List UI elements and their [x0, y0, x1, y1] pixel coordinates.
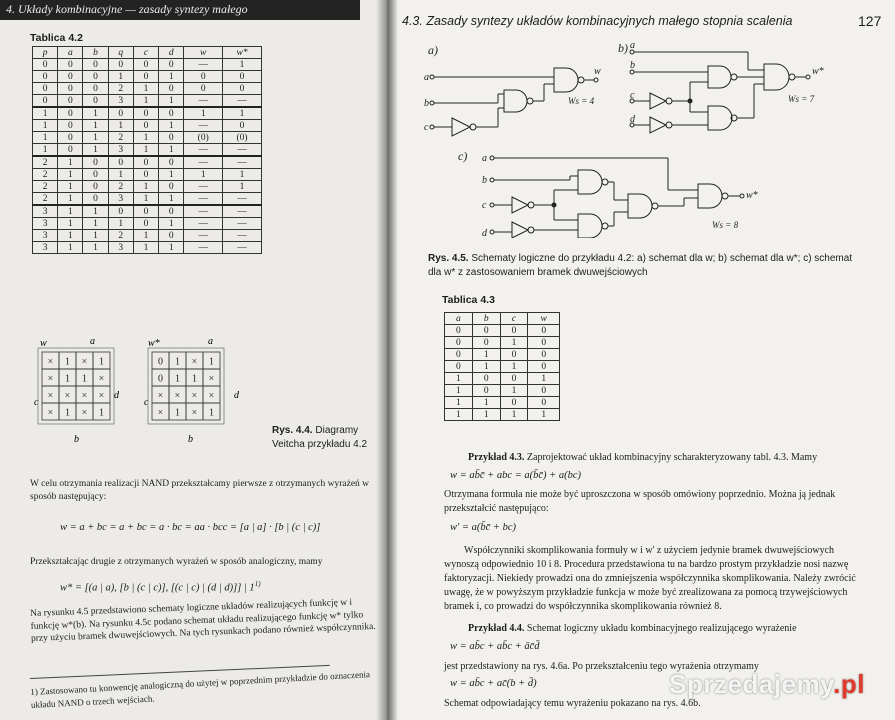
- table-cell: —: [184, 242, 223, 254]
- table-cell: 0: [83, 95, 108, 108]
- svg-text:w*: w*: [812, 66, 824, 77]
- table-cell: —: [184, 59, 223, 71]
- table-cell: 1: [472, 397, 500, 409]
- table-row: [445, 385, 560, 397]
- table-row: [445, 349, 560, 361]
- kmap-cell-value: 1: [65, 356, 70, 368]
- table-cell: 1: [472, 349, 500, 361]
- table-cell: 1: [133, 95, 158, 108]
- table-row: [33, 205, 262, 218]
- right-formula-b: w' = a(b̄c̄ + bc): [450, 522, 516, 533]
- table-cell: 0: [133, 120, 158, 132]
- table-cell: 0: [133, 169, 158, 181]
- table-cell: 0: [83, 83, 108, 95]
- table-cell: 1: [133, 132, 158, 144]
- table-cell: 0: [223, 120, 262, 132]
- table-row: [33, 242, 262, 254]
- table-header-cell: b: [83, 47, 108, 59]
- table-cell: 1: [58, 230, 83, 242]
- svg-text:b: b: [482, 175, 487, 186]
- table-cell: 0: [133, 156, 158, 169]
- table-cell: 2: [108, 181, 133, 193]
- svg-text:d: d: [482, 228, 487, 238]
- table-cell: 2: [108, 132, 133, 144]
- example-4-3: Przykład 4.3. Zaprojektować układ kombinacyjny scharakteryzowany tabl. 4.3. Mamy: [468, 452, 818, 463]
- table-header-cell: c: [133, 47, 158, 59]
- table-cell: 3: [33, 218, 58, 230]
- table-cell: 0: [83, 59, 108, 71]
- table-cell: 0: [184, 71, 223, 83]
- kmap-cell-value: ×: [47, 373, 54, 385]
- table-row: [33, 71, 262, 83]
- table-row: [445, 361, 560, 373]
- table-cell: 1: [445, 397, 473, 409]
- table-cell: 0: [159, 181, 184, 193]
- table-cell: 0: [33, 59, 58, 71]
- table-cell: 1: [223, 59, 262, 71]
- example-4-3-formula: w = ab̄c̄ + abc = a(b̄c̄) + a(bc): [450, 470, 581, 481]
- table-row: [33, 144, 262, 157]
- kmap-cell-value: ×: [47, 356, 54, 368]
- table-cell: 1: [445, 373, 473, 385]
- table-cell: 1: [83, 218, 108, 230]
- left-footnote: 1) Zastosowano tu konwencję analogiczną do użytej w poprzednim przykładzie do oznaczenia układu NAND o trzech wejściach.: [30, 669, 371, 710]
- table-cell: 0: [58, 59, 83, 71]
- kmap-cell-value: ×: [81, 356, 88, 368]
- table-cell: 1: [184, 169, 223, 181]
- kmap-w: [38, 348, 114, 424]
- table-row: [33, 95, 262, 108]
- kmap-cell-value: 1: [175, 356, 180, 368]
- table-cell: 1: [472, 361, 500, 373]
- table-cell: 0: [472, 337, 500, 349]
- table-row: [33, 193, 262, 206]
- left-page: [0, 0, 388, 720]
- table-cell: 1: [83, 242, 108, 254]
- svg-text:c: c: [482, 200, 487, 211]
- left-running-head: 4. Układy kombinacyjne — zasady syntezy małego: [0, 0, 360, 20]
- table-cell: 3: [108, 95, 133, 108]
- svg-text:c: c: [34, 397, 39, 408]
- table-cell: 1: [58, 193, 83, 206]
- table-cell: 1: [528, 409, 560, 421]
- svg-text:Ws = 4: Ws = 4: [568, 96, 595, 106]
- table-cell: 1: [83, 205, 108, 218]
- table-cell: 1: [500, 385, 528, 397]
- svg-text:d: d: [114, 390, 119, 401]
- right-paragraph-f: Schemat odpowiadający temu wyrażeniu pokazano na rys. 4.6b.: [444, 698, 701, 709]
- table-cell: 1: [133, 230, 158, 242]
- table-cell: 0: [159, 156, 184, 169]
- svg-text:w*: w*: [746, 190, 758, 201]
- table-cell: 0: [33, 83, 58, 95]
- svg-text:b): b): [618, 41, 628, 55]
- table-cell: 1: [58, 218, 83, 230]
- kmap-w-star: [148, 348, 224, 424]
- table-cell: 1: [223, 169, 262, 181]
- watermark-logo: Sprzedajemy.pl: [669, 669, 865, 699]
- table-row: [445, 337, 560, 349]
- table-row: [445, 325, 560, 337]
- table-row: [33, 181, 262, 193]
- table-cell: 0: [108, 156, 133, 169]
- kmap-cell-value: ×: [208, 390, 215, 402]
- svg-text:Ws = 8: Ws = 8: [712, 220, 739, 230]
- left-paragraph-3: Na rysunku 4.5 przedstawiono schematy logiczne układów realizujących funkcję w i funkcję w*(b). Na rysunku 4.5c podano schemat układu realizującego funkcję w* tylko przy użyciu bramek dwuwejściowych. Na tych rysunkach podano również współczynnika.: [30, 597, 376, 644]
- table-cell: 2: [33, 156, 58, 169]
- table-cell: 0: [528, 325, 560, 337]
- table-cell: 1: [58, 205, 83, 218]
- table-header-cell: d: [159, 47, 184, 59]
- table-cell: 1: [83, 132, 108, 144]
- table-cell: 1: [133, 144, 158, 157]
- table-cell: 0: [58, 71, 83, 83]
- table-row: [33, 156, 262, 169]
- table-cell: —: [184, 218, 223, 230]
- svg-text:b: b: [424, 98, 429, 109]
- table-cell: 2: [33, 169, 58, 181]
- kmap-cell-value: 1: [209, 407, 214, 419]
- table-cell: 2: [33, 181, 58, 193]
- left-formula-2: w* = [(a | a), [b | (c | c)], [(c | c) | (d | d)]] | 1$^{1)}$: [60, 580, 261, 594]
- table-cell: —: [223, 242, 262, 254]
- table-cell: 0: [58, 120, 83, 132]
- table-cell: 1: [184, 107, 223, 120]
- table-cell: 1: [58, 156, 83, 169]
- left-paragraph-1: W celu otrzymania realizacji NAND przekształcamy pierwsze z otrzymanych wyrażeń w sposób następujący:: [30, 479, 370, 502]
- kmap-cell-value: 1: [65, 373, 70, 385]
- table-cell: 0: [58, 144, 83, 157]
- table-cell: 1: [133, 181, 158, 193]
- table-cell: 0: [83, 156, 108, 169]
- table-cell: 1: [159, 120, 184, 132]
- kmap-cell-value: ×: [157, 390, 164, 402]
- figure-4-5-caption: Rys. 4.5. Schematy logiczne do przykładu 4.2: a) schemat dla w; b) schemat dla w*; c) schemat dla w* z zastosowaniem bramek dwuwejściowych: [428, 253, 853, 278]
- right-paragraph-c: Współczynniki skomplikowania formuły w i w' z użyciem jedynie bramek dwuwejściowych wynoszą odpowiednio 10 i 8. Procedura przedstawiona tu na bardzo prostym przykładzie nosi nazwę faktoryzacji. Niekiedy prowadzi ona do zmniejszenia współczynnika skomplikowania. Należy zwrócić uwagę, że w powyższym przykładzie funkcja w może być zrealizowana za pomocą trzywejściowych bramek i, co prowadzi do współczynnika skomplikowania również 8.: [444, 545, 856, 612]
- svg-text:a: a: [482, 153, 487, 164]
- table-cell: 1: [159, 71, 184, 83]
- table-4-3: [444, 312, 560, 421]
- svg-text:b: b: [74, 434, 79, 445]
- table-row: [33, 169, 262, 181]
- table-row: [33, 218, 262, 230]
- table-cell: 1: [159, 193, 184, 206]
- kmap-cell-value: ×: [191, 407, 198, 419]
- table-header-cell: w: [528, 313, 560, 325]
- table-cell: 0: [500, 397, 528, 409]
- table-cell: 0: [500, 325, 528, 337]
- table-cell: 0: [58, 107, 83, 120]
- table-cell: —: [184, 193, 223, 206]
- table-header-cell: q: [108, 47, 133, 59]
- table-header-cell: a: [445, 313, 473, 325]
- table-row: [33, 230, 262, 242]
- table-cell: 0: [500, 349, 528, 361]
- figure-4-4-caption: Rys. 4.4. Diagramy Veitcha przykładu 4.2: [272, 425, 368, 450]
- table-cell: 0: [83, 193, 108, 206]
- table-cell: 0: [133, 205, 158, 218]
- table-cell: 0: [58, 83, 83, 95]
- left-paragraph-2: Przekształcając drugie z otrzymanych wyrażeń w sposób analogiczny, mamy: [30, 557, 323, 567]
- table-cell: 0: [108, 59, 133, 71]
- kmap-cell-value: ×: [98, 373, 105, 385]
- table-cell: 0: [500, 373, 528, 385]
- table-cell: 1: [33, 107, 58, 120]
- table-cell: —: [223, 230, 262, 242]
- table-cell: 1: [159, 169, 184, 181]
- table-cell: —: [184, 156, 223, 169]
- example-4-4-formula: w = ab̄c + ab̄c + āc̄d̄: [450, 641, 540, 652]
- table-cell: 0: [33, 71, 58, 83]
- table-cell: 2: [108, 83, 133, 95]
- table-cell: 1: [445, 409, 473, 421]
- kmap-w-label: w: [40, 338, 47, 349]
- circuit-c: [458, 149, 758, 238]
- table-cell: 1: [223, 181, 262, 193]
- table-header-cell: c: [500, 313, 528, 325]
- right-page: [388, 0, 895, 720]
- kmap-cell-value: ×: [174, 390, 181, 402]
- table-cell: 0: [528, 337, 560, 349]
- table-cell: 0: [445, 361, 473, 373]
- table-4-2-caption: Tablica 4.2: [30, 32, 83, 44]
- table-cell: 1: [223, 107, 262, 120]
- right-running-head: 4.3. Zasady syntezy układów kombinacyjnych małego stopnia scalenia: [402, 14, 793, 28]
- svg-text:c): c): [458, 149, 468, 163]
- svg-text:a: a: [424, 72, 429, 83]
- table-4-2: [32, 46, 262, 254]
- table-cell: 0: [58, 95, 83, 108]
- kmap-cell-value: ×: [47, 407, 54, 419]
- table-cell: 0: [472, 373, 500, 385]
- table-cell: 3: [33, 230, 58, 242]
- table-cell: 0: [445, 337, 473, 349]
- table-row: [33, 120, 262, 132]
- table-row: [33, 83, 262, 95]
- svg-text:d: d: [630, 114, 635, 125]
- table-cell: —: [223, 95, 262, 108]
- table-cell: 1: [83, 230, 108, 242]
- table-cell: —: [223, 218, 262, 230]
- table-cell: 0: [159, 132, 184, 144]
- svg-text:Ws = 7: Ws = 7: [788, 94, 815, 104]
- svg-text:a: a: [208, 336, 213, 347]
- table-cell: 1: [133, 193, 158, 206]
- logic-schematics: [418, 38, 888, 238]
- svg-text:c: c: [424, 122, 429, 133]
- table-cell: 1: [108, 218, 133, 230]
- table-cell: 1: [58, 169, 83, 181]
- kmap-cell-value: 0: [158, 356, 163, 368]
- kmap-cell-value: ×: [191, 356, 198, 368]
- kmap-cell-value: ×: [81, 407, 88, 419]
- table-cell: —: [223, 144, 262, 157]
- table-cell: 1: [445, 385, 473, 397]
- table-cell: (0): [184, 132, 223, 144]
- table-cell: 0: [472, 325, 500, 337]
- book-gutter: [376, 0, 398, 720]
- svg-text:d: d: [234, 390, 239, 401]
- svg-text:a: a: [630, 40, 635, 51]
- kmap-cell-value: ×: [81, 390, 88, 402]
- kmap-cell-value: ×: [208, 373, 215, 385]
- kmap-cell-value: ×: [64, 390, 71, 402]
- table-cell: 0: [528, 385, 560, 397]
- table-cell: 0: [445, 349, 473, 361]
- table-header-cell: w: [184, 47, 223, 59]
- kmap-cell-value: 1: [82, 373, 87, 385]
- table-cell: 3: [108, 242, 133, 254]
- table-cell: 1: [500, 337, 528, 349]
- circuit-a: [424, 43, 601, 136]
- table-4-3-caption: Tablica 4.3: [442, 294, 495, 306]
- table-cell: 0: [528, 397, 560, 409]
- table-cell: 1: [159, 95, 184, 108]
- table-cell: 1: [83, 144, 108, 157]
- table-cell: —: [184, 120, 223, 132]
- kmap-cell-value: 0: [158, 373, 163, 385]
- table-cell: 0: [108, 107, 133, 120]
- table-cell: 2: [33, 193, 58, 206]
- table-cell: 1: [83, 120, 108, 132]
- example-4-4: Przykład 4.4. Schemat logiczny układu kombinacyjnego realizującego wyrażenie: [468, 623, 797, 634]
- table-cell: 1: [133, 83, 158, 95]
- table-cell: —: [184, 181, 223, 193]
- table-cell: 0: [133, 59, 158, 71]
- table-cell: —: [184, 95, 223, 108]
- table-cell: 0: [223, 83, 262, 95]
- table-cell: 1: [33, 144, 58, 157]
- table-cell: 1: [159, 242, 184, 254]
- table-cell: 0: [159, 83, 184, 95]
- table-cell: —: [184, 144, 223, 157]
- veitch-diagrams: [28, 330, 258, 445]
- table-cell: 2: [108, 230, 133, 242]
- table-cell: 1: [500, 361, 528, 373]
- page-number: 127: [858, 13, 882, 29]
- table-header-cell: a: [58, 47, 83, 59]
- table-cell: 0: [133, 218, 158, 230]
- kmap-cell-value: 1: [65, 407, 70, 419]
- table-cell: 0: [445, 325, 473, 337]
- svg-text:c: c: [144, 397, 149, 408]
- right-paragraph-d: jest przedstawiony na rys. 4.6a. Po przekształceniu tego wyrażenia otrzymamy: [444, 661, 759, 672]
- kmap-cell-value: ×: [47, 390, 54, 402]
- table-cell: 0: [528, 361, 560, 373]
- table-cell: 1: [108, 120, 133, 132]
- table-cell: 0: [83, 71, 108, 83]
- table-cell: —: [223, 205, 262, 218]
- table-cell: 0: [133, 107, 158, 120]
- circuit-b: [618, 40, 824, 133]
- table-row: [445, 397, 560, 409]
- table-cell: 0: [133, 71, 158, 83]
- table-cell: 1: [33, 132, 58, 144]
- table-cell: 1: [33, 120, 58, 132]
- table-cell: 0: [472, 385, 500, 397]
- kmap-cell-value: ×: [98, 390, 105, 402]
- table-cell: 0: [159, 205, 184, 218]
- table-cell: 1: [83, 107, 108, 120]
- table-cell: —: [223, 156, 262, 169]
- table-row: [445, 373, 560, 385]
- table-row: [33, 107, 262, 120]
- svg-text:c: c: [630, 90, 635, 101]
- svg-text:w: w: [594, 66, 601, 77]
- table-cell: 0: [184, 83, 223, 95]
- table-cell: 0: [58, 132, 83, 144]
- table-cell: 1: [500, 409, 528, 421]
- table-cell: 0: [33, 95, 58, 108]
- table-cell: 0: [528, 349, 560, 361]
- table-cell: 0: [159, 107, 184, 120]
- table-cell: 1: [472, 409, 500, 421]
- table-cell: 3: [108, 193, 133, 206]
- table-cell: 0: [159, 230, 184, 242]
- kmap-cell-value: ×: [191, 390, 198, 402]
- svg-text:a): a): [428, 43, 438, 57]
- left-formula-1: w = a + bc = a + bc = a · bc = aa · bcc = [a | a] · [b | (c | c)]: [60, 522, 321, 533]
- table-cell: 1: [58, 181, 83, 193]
- table-header-cell: p: [33, 47, 58, 59]
- kmap-cell-value: 1: [99, 356, 104, 368]
- table-cell: (0): [223, 132, 262, 144]
- kmap-cell-value: 1: [209, 356, 214, 368]
- table-cell: 3: [33, 205, 58, 218]
- table-cell: 0: [83, 169, 108, 181]
- table-cell: 3: [33, 242, 58, 254]
- kmap-cell-value: ×: [157, 407, 164, 419]
- table-cell: —: [184, 205, 223, 218]
- table-cell: 3: [108, 144, 133, 157]
- kmap-wstar-label: w*: [148, 338, 160, 349]
- table-cell: —: [223, 193, 262, 206]
- kmap-cell-value: 1: [175, 373, 180, 385]
- kmap-cell-value: 1: [175, 407, 180, 419]
- table-cell: 1: [108, 71, 133, 83]
- table-cell: 1: [159, 218, 184, 230]
- svg-text:b: b: [630, 60, 635, 71]
- table-cell: 1: [58, 242, 83, 254]
- table-cell: 1: [528, 373, 560, 385]
- table-cell: 0: [223, 71, 262, 83]
- table-cell: 0: [83, 181, 108, 193]
- table-cell: 1: [108, 169, 133, 181]
- kmap-cell-value: 1: [192, 373, 197, 385]
- table-cell: 1: [159, 144, 184, 157]
- table-row: [33, 132, 262, 144]
- table-cell: 0: [159, 59, 184, 71]
- right-paragraph-a: Otrzymana formuła nie może być uproszczona w sposób omówiony poprzednio. Można ją jednak przekształcić następująco:: [444, 489, 836, 514]
- table-cell: 1: [133, 242, 158, 254]
- table-row: [445, 409, 560, 421]
- table-cell: —: [184, 230, 223, 242]
- svg-text:b: b: [188, 434, 193, 445]
- table-cell: 0: [108, 205, 133, 218]
- table-header-cell: b: [472, 313, 500, 325]
- svg-text:a: a: [90, 336, 95, 347]
- table-row: [33, 59, 262, 71]
- table-header-cell: w*: [223, 47, 262, 59]
- kmap-cell-value: 1: [99, 407, 104, 419]
- right-formula-e: w = ab̄c + ac̄(b + d̄): [450, 678, 537, 689]
